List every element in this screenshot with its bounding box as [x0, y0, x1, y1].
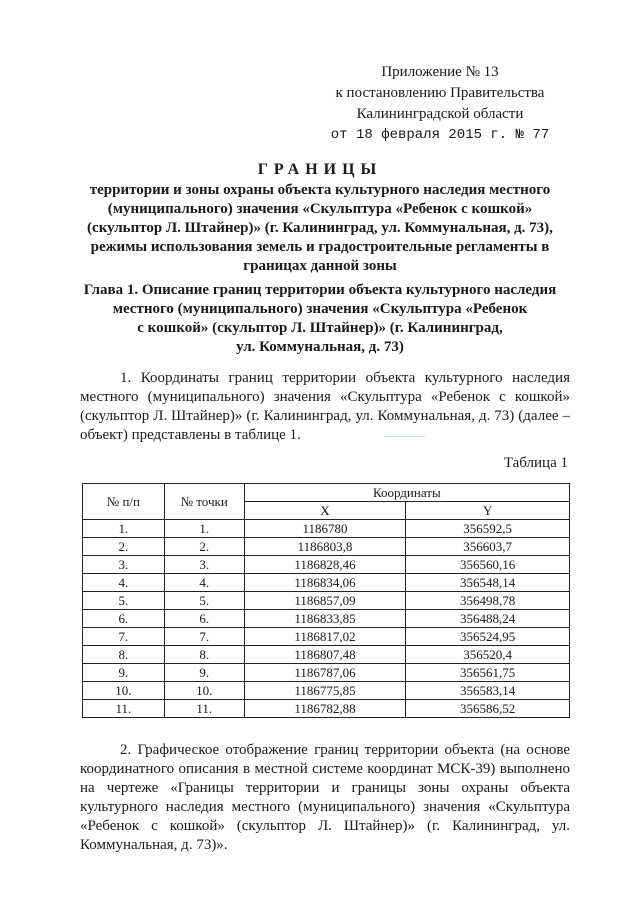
chapter-line: с кошкой» (скульптор Л. Штайнер)» (г. Калининград, [137, 320, 503, 336]
cell-num: 5. [83, 592, 165, 610]
cell-y: 356603,7 [406, 538, 570, 556]
title-line: (муниципального) значения «Скульптура «Ребенок с кошкой» [107, 201, 533, 217]
cell-num: 4. [83, 574, 165, 592]
table-row [83, 610, 570, 628]
cell-x: 1186833,85 [244, 610, 406, 628]
cell-point: 10. [164, 682, 244, 700]
cell-num: 2. [83, 538, 165, 556]
paragraph-1 [80, 369, 570, 445]
cell-x: 1186787,06 [244, 664, 406, 682]
chapter-line: местного (муниципального) значения «Скульптура «Ребенок [112, 301, 528, 317]
cell-y: 356498,78 [406, 592, 570, 610]
table-row [83, 682, 570, 700]
cell-point: 7. [164, 628, 244, 646]
header-coordinates: Координаты [244, 484, 569, 502]
header-point: № точки [164, 484, 244, 520]
table-row [83, 628, 570, 646]
cell-y: 356561,75 [406, 664, 570, 682]
appendix-date: от 18 февраля 2015 г. № 77 [330, 127, 550, 143]
cell-num: 3. [83, 556, 165, 574]
cell-point: 2. [164, 538, 244, 556]
chapter-line: ул. Коммунальная, д. 73) [236, 339, 404, 355]
title-heading: ГРАНИЦЫ [257, 161, 383, 178]
cell-y: 356586,52 [406, 700, 570, 718]
table-body [83, 520, 570, 718]
cell-num: 11. [83, 700, 165, 718]
appendix-number: Приложение № 13 [381, 64, 499, 80]
title-line: территории и зоны охраны объекта культурного наследия местного [89, 182, 551, 198]
cell-point: 4. [164, 574, 244, 592]
cell-point: 11. [164, 700, 244, 718]
table-row [83, 574, 570, 592]
appendix-decree-ref: к постановлению Правительства [335, 85, 545, 101]
header-x: X [244, 502, 406, 520]
table-row [83, 646, 570, 664]
cell-point: 9. [164, 664, 244, 682]
cell-y: 356560,16 [406, 556, 570, 574]
cell-y: 356548,14 [406, 574, 570, 592]
cell-x: 1186857,09 [244, 592, 406, 610]
cell-x: 1186828,46 [244, 556, 406, 574]
cell-x: 1186834,06 [244, 574, 406, 592]
cell-x: 1186775,85 [244, 682, 406, 700]
table-row [83, 700, 570, 718]
header-y: Y [406, 502, 570, 520]
cell-x: 1186782,88 [244, 700, 406, 718]
cell-point: 6. [164, 610, 244, 628]
cell-x: 1186817,02 [244, 628, 406, 646]
appendix-header [310, 62, 570, 146]
table-row [83, 556, 570, 574]
table-row [83, 664, 570, 682]
cell-y: 356488,24 [406, 610, 570, 628]
cell-point: 8. [164, 646, 244, 664]
cell-y: 356583,14 [406, 682, 570, 700]
paragraph-2-text: 2. Графическое отображение границ территории объекта (на основе координатного описания в местной системе координат МСК-39) выполнено на чертеже «Границы территории и границы зоны охраны объекта культурного наследия местного (муниципального) значения «Скульптура «Ребенок с кошкой» (скульптор Л. Штайнер)» (г. Калининград, ул. Коммунальная, д. 73)». [80, 742, 570, 853]
cell-y: 356592,5 [406, 520, 570, 538]
coordinates-table [82, 483, 570, 718]
cell-num: 1. [83, 520, 165, 538]
table-row [83, 520, 570, 538]
cell-num: 7. [83, 628, 165, 646]
cell-x: 1186803,8 [244, 538, 406, 556]
cell-y: 356524,95 [406, 628, 570, 646]
cell-x: 1186807,48 [244, 646, 406, 664]
title-line: (скульптор Л. Штайнер)» (г. Калининград, ул. Коммунальная, д. 73), [87, 220, 553, 236]
chapter-heading [70, 281, 570, 357]
paragraph-1-text: 1. Координаты границ территории объекта культурного наследия местного (муниципального) значения «Скульптура «Ребенок с кошкой» (скульптор Л. Штайнер)» (г. Калининград, ул. Коммунальная, д. 73) (далее – объект) представлены в таблице 1. [80, 370, 570, 443]
document-title [78, 160, 562, 276]
cell-x: 1186780 [244, 520, 406, 538]
title-line: режимы использования земель и градостроительные регламенты в [90, 239, 550, 255]
cell-num: 6. [83, 610, 165, 628]
cell-y: 356520,4 [406, 646, 570, 664]
table-row [83, 592, 570, 610]
header-num: № п/п [83, 484, 165, 520]
cell-num: 8. [83, 646, 165, 664]
table-label: Таблица 1 [503, 455, 568, 471]
cell-point: 5. [164, 592, 244, 610]
cell-num: 10. [83, 682, 165, 700]
cell-point: 1. [164, 520, 244, 538]
title-line: границах данной зоны [243, 258, 397, 274]
faint-mark [385, 430, 425, 437]
cell-num: 9. [83, 664, 165, 682]
paragraph-2 [80, 741, 570, 855]
appendix-region: Калининградской области [356, 106, 524, 122]
chapter-line: Глава 1. Описание границ территории объекта культурного наследия [83, 282, 557, 298]
cell-point: 3. [164, 556, 244, 574]
table-row [83, 538, 570, 556]
